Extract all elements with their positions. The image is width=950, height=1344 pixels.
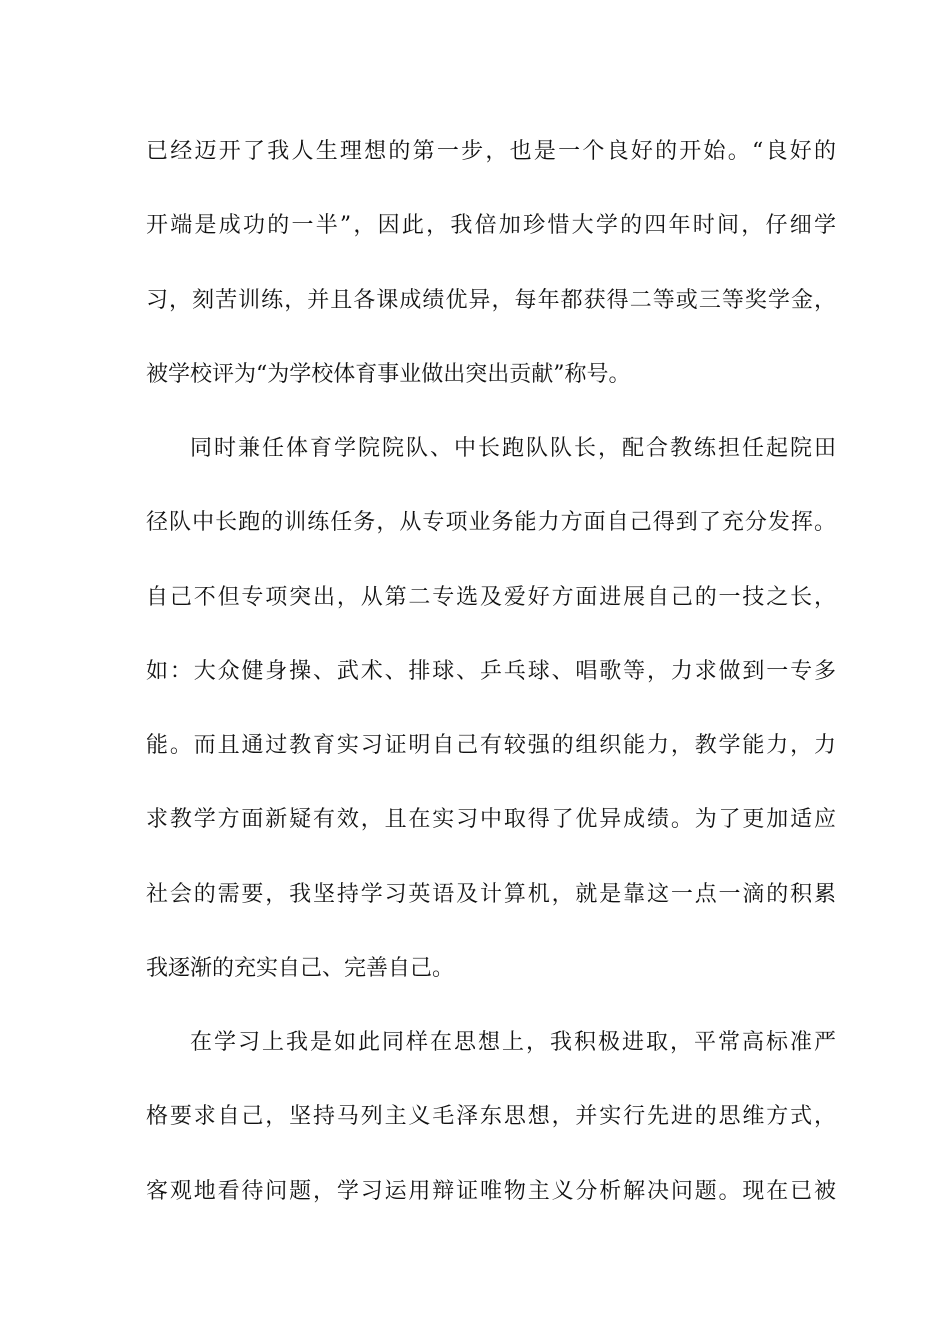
- paragraph-line: 如：大众健身操、武术、排球、乒乓球、唱歌等，力求做到一专多: [146, 659, 836, 684]
- paragraph-line: 被学校评为“为学校体育事业做出突出贡献”称号。: [146, 362, 631, 387]
- paragraph-line: 自己不但专项突出，从第二专选及爱好方面进展自己的一技之长，: [146, 585, 836, 610]
- paragraph-line: 能。而且通过教育实习证明自己有较强的组织能力，教学能力，力: [146, 733, 836, 758]
- paragraph-first-line: 同时兼任体育学院院队、中长跑队队长，配合教练担任起院田: [190, 436, 836, 461]
- paragraph-first-line: 在学习上我是如此同样在思想上，我积极进取，平常高标准严: [190, 1030, 836, 1055]
- paragraph-line: 习，刻苦训练，并且各课成绩优异，每年都获得二等或三等奖学金，: [146, 288, 836, 313]
- paragraph-line: 已经迈开了我人生理想的第一步，也是一个良好的开始。“良好的: [146, 139, 836, 164]
- paragraph-line: 格要求自己，坚持马列主义毛泽东思想，并实行先进的思维方式，: [146, 1104, 836, 1129]
- paragraph-line: 求教学方面新疑有效，且在实习中取得了优异成绩。为了更加适应: [146, 807, 836, 832]
- paragraph-line: 客观地看待问题，学习运用辩证唯物主义分析解决问题。现在已被: [146, 1179, 836, 1204]
- paragraph-line: 社会的需要，我坚持学习英语及计算机，就是靠这一点一滴的积累: [146, 882, 836, 907]
- paragraph-line: 开端是成功的一半”，因此，我倍加珍惜大学的四年时间，仔细学: [146, 213, 836, 238]
- paragraph-line: 我逐渐的充实自己、完善自己。: [146, 956, 455, 981]
- paragraph-line: 径队中长跑的训练任务，从专项业务能力方面自己得到了充分发挥。: [146, 510, 836, 535]
